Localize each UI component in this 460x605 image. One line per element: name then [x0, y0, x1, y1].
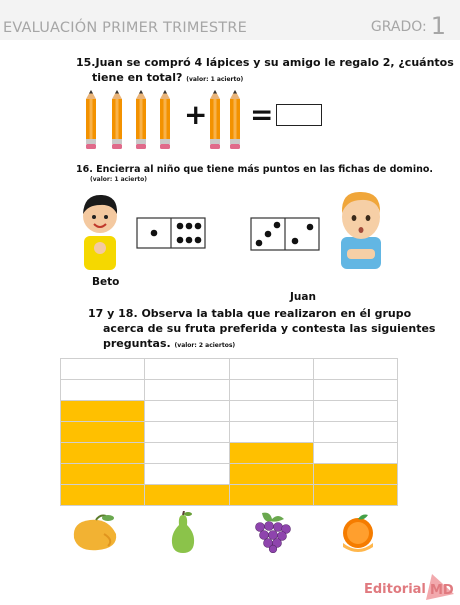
domino-left-icon — [136, 217, 206, 249]
bar-cell-mango — [61, 443, 145, 464]
empty-cell — [313, 443, 397, 464]
equals-sign: = — [250, 98, 274, 131]
bar-cell-naranja — [313, 485, 397, 506]
empty-cell — [313, 422, 397, 443]
empty-cell — [61, 359, 145, 380]
chart-row — [61, 464, 398, 485]
grade-number: 1 — [430, 12, 446, 40]
empty-cell — [145, 401, 229, 422]
boy-beto-icon[interactable] — [74, 188, 126, 270]
empty-cell — [145, 464, 229, 485]
chart-row — [61, 359, 398, 380]
bar-cell-uvas — [229, 485, 313, 506]
empty-cell — [229, 422, 313, 443]
grade-text: GRADO: — [370, 19, 427, 35]
bar-cell-pera — [145, 485, 229, 506]
empty-cell — [61, 380, 145, 401]
question-15-line2-text: tiene en total? — [92, 71, 183, 84]
pencil-icon — [86, 90, 96, 149]
editorial-logo-text: Editorial — [364, 582, 426, 597]
empty-cell — [229, 380, 313, 401]
bar-cell-mango — [61, 464, 145, 485]
empty-cell — [313, 380, 397, 401]
pear-icon — [168, 511, 198, 555]
mango-icon — [68, 512, 124, 554]
chart-row — [61, 422, 398, 443]
question-17-line3 — [103, 337, 235, 353]
bar-cell-mango — [61, 422, 145, 443]
bar-cell-uvas — [229, 464, 313, 485]
question-17-line3-text: preguntas. — [103, 337, 171, 350]
question-16-value: (valor: 1 acierto) — [90, 176, 148, 183]
question-15-line2 — [92, 71, 243, 87]
question-15-line1: 15.Juan se compró 4 lápices y su amigo le regalo 2, ¿cuántos — [76, 56, 454, 69]
bar-cell-mango — [61, 485, 145, 506]
pencil-icon — [136, 90, 146, 149]
bar-cell-naranja — [313, 464, 397, 485]
pencil-icon — [160, 90, 170, 149]
question-17-value: (valor: 2 aciertos) — [174, 342, 236, 349]
question-16-line1: 16. Encierra al niño que tiene más puntos en las fichas de domino. — [76, 164, 433, 175]
empty-cell — [145, 380, 229, 401]
plus-sign: + — [184, 98, 208, 131]
fruit-chart-table — [60, 358, 398, 506]
grapes-icon — [248, 511, 294, 553]
pencil-icon — [230, 90, 240, 149]
question-17-line2: acerca de su fruta preferida y contesta las siguientes — [103, 322, 436, 335]
editorial-logo-icon — [424, 572, 458, 602]
bar-cell-uvas — [229, 443, 313, 464]
empty-cell — [229, 359, 313, 380]
boy-juan-icon[interactable] — [333, 187, 389, 269]
empty-cell — [145, 422, 229, 443]
name-beto: Beto — [92, 276, 120, 288]
bar-cell-mango — [61, 401, 145, 422]
empty-cell — [145, 443, 229, 464]
answer-box[interactable] — [276, 104, 322, 126]
chart-row — [61, 401, 398, 422]
page-header — [0, 0, 460, 40]
chart-row — [61, 485, 398, 506]
chart-row — [61, 380, 398, 401]
orange-icon — [338, 511, 378, 553]
exam-title: EVALUACIÓN PRIMER TRIMESTRE — [3, 20, 248, 36]
logo-mark-text: MD — [430, 583, 454, 598]
chart-row — [61, 443, 398, 464]
pencil-icon — [112, 90, 122, 149]
question-15-value: (valor: 1 acierto) — [186, 76, 244, 83]
domino-right-icon — [250, 217, 320, 251]
name-juan: Juan — [290, 291, 316, 303]
grade-label — [371, 12, 446, 40]
empty-cell — [229, 401, 313, 422]
empty-cell — [145, 359, 229, 380]
empty-cell — [313, 359, 397, 380]
empty-cell — [313, 401, 397, 422]
pencil-icon — [210, 90, 220, 149]
question-17-line1: 17 y 18. Observa la tabla que realizaron en él grupo — [88, 307, 412, 320]
